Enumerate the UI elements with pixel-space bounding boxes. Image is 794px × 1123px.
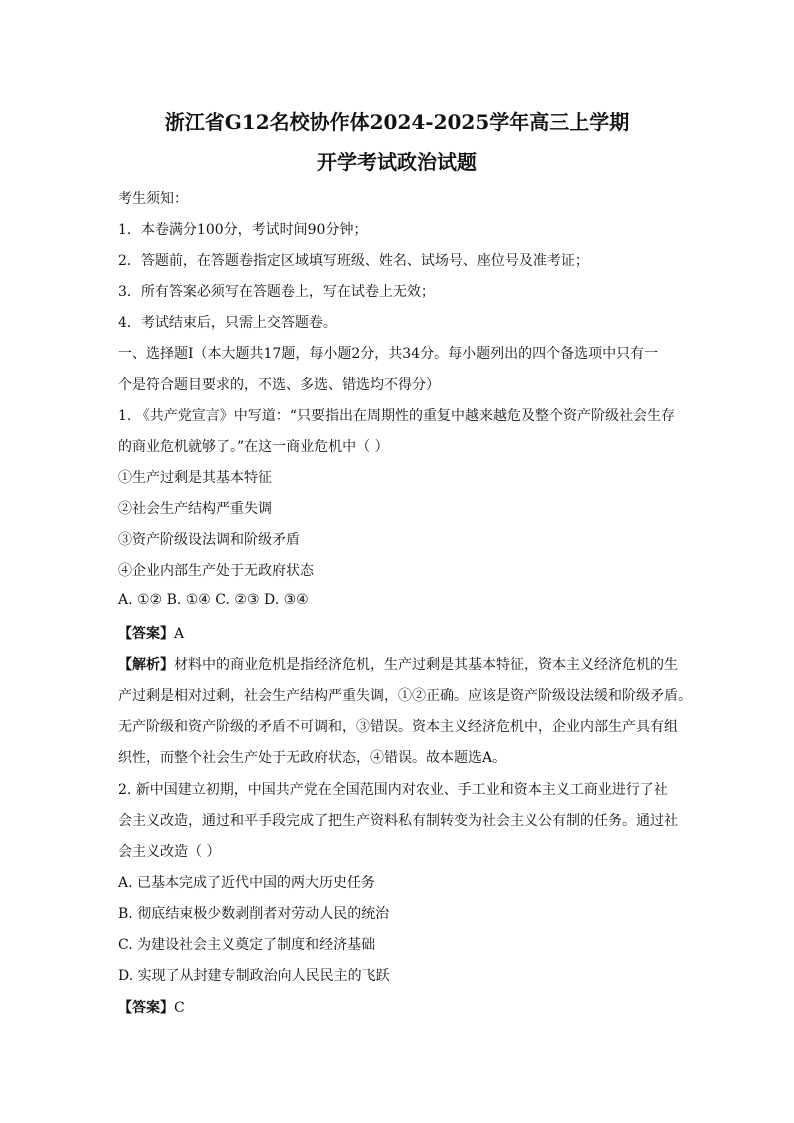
document-title-line2: 开学考试政治试题 bbox=[317, 150, 477, 174]
q2-option-d: D. 实现了从封建专制政治向人民民主的飞跃 bbox=[118, 968, 390, 984]
notice-item-3: 3．所有答案必须写在答题卷上，写在试卷上无效； bbox=[118, 284, 435, 300]
q1-item-3: ③资产阶级设法调和阶级矛盾 bbox=[118, 532, 300, 548]
section-heading-line1: 一、选择题Ⅰ（本大题共17题，每小题2分，共34分。每小题列出的四个备选项中只有一 bbox=[118, 346, 659, 362]
q2-stem-line3: 会主义改造（ ） bbox=[118, 844, 221, 860]
q1-stem-line2: 的商业危机就够了。”在这一商业危机中（ ） bbox=[118, 439, 389, 455]
q1-item-2: ②社会生产结构严重失调 bbox=[118, 501, 272, 517]
q1-answer-value: A bbox=[174, 626, 185, 642]
q1-analysis-line1 bbox=[118, 654, 678, 674]
q1-item-1: ①生产过剩是其基本特征 bbox=[118, 470, 272, 486]
q1-analysis-text1: 材料中的商业危机是指经济危机，生产过剩是其基本特征，资本主义经济危机的生 bbox=[174, 657, 678, 673]
document-title-line1: 浙江省G12名校协作体2024-2025学年高三上学期 bbox=[164, 110, 630, 134]
q2-stem-line2: 会主义改造，通过和平手段完成了把生产资料私有制转变为社会主义公有制的任务。通过社 bbox=[118, 813, 678, 829]
q2-stem-line1: 2. 新中国建立初期，中国共产党在全国范围内对农业、手工业和资本主义工商业进行了社 bbox=[118, 782, 668, 798]
notice-item-1: 1．本卷满分100分，考试时间90分钟； bbox=[118, 222, 368, 238]
q2-option-b: B. 彻底结束极少数剥削者对劳动人民的统治 bbox=[118, 906, 390, 922]
q1-stem-line1: 1. 《共产党宣言》中写道：“只要指出在周期性的重复中越来越危及整个资产阶级社会生存 bbox=[118, 408, 675, 424]
notice-heading: 考生须知： bbox=[118, 191, 188, 207]
notice-item-2: 2．答题前，在答题卷指定区域填写班级、姓名、试场号、座位号及准考证； bbox=[118, 253, 589, 269]
q1-answer-label: 【答案】 bbox=[118, 626, 174, 642]
q1-analysis-line3: 无产阶级和资产阶级的矛盾不可调和，③错误。资本主义经济危机中，企业内部生产具有组 bbox=[118, 719, 678, 735]
q2-answer-value: C bbox=[174, 1000, 185, 1016]
q1-options: A. ①② B. ①④ C. ②③ D. ③④ bbox=[118, 592, 309, 608]
q1-answer bbox=[118, 623, 184, 643]
q1-analysis-line2: 产过剩是相对过剩，社会生产结构严重失调，①②正确。应该是资产阶级设法缓和阶级矛盾。 bbox=[118, 688, 692, 704]
q2-option-a: A. 已基本完成了近代中国的两大历史任务 bbox=[118, 875, 376, 891]
q2-option-c: C. 为建设社会主义奠定了制度和经济基础 bbox=[118, 937, 376, 953]
q1-item-4: ④企业内部生产处于无政府状态 bbox=[118, 563, 314, 579]
q2-answer-label: 【答案】 bbox=[118, 1000, 174, 1016]
q1-analysis-label: 【解析】 bbox=[118, 657, 174, 673]
notice-item-4: 4．考试结束后，只需上交答题卷。 bbox=[118, 315, 337, 331]
q1-analysis-line4: 织性，而整个社会生产处于无政府状态，④错误。故本题选A。 bbox=[118, 750, 507, 766]
q2-answer bbox=[118, 997, 185, 1017]
section-heading-line2: 个是符合题目要求的，不选、多选、错选均不得分） bbox=[118, 377, 440, 393]
